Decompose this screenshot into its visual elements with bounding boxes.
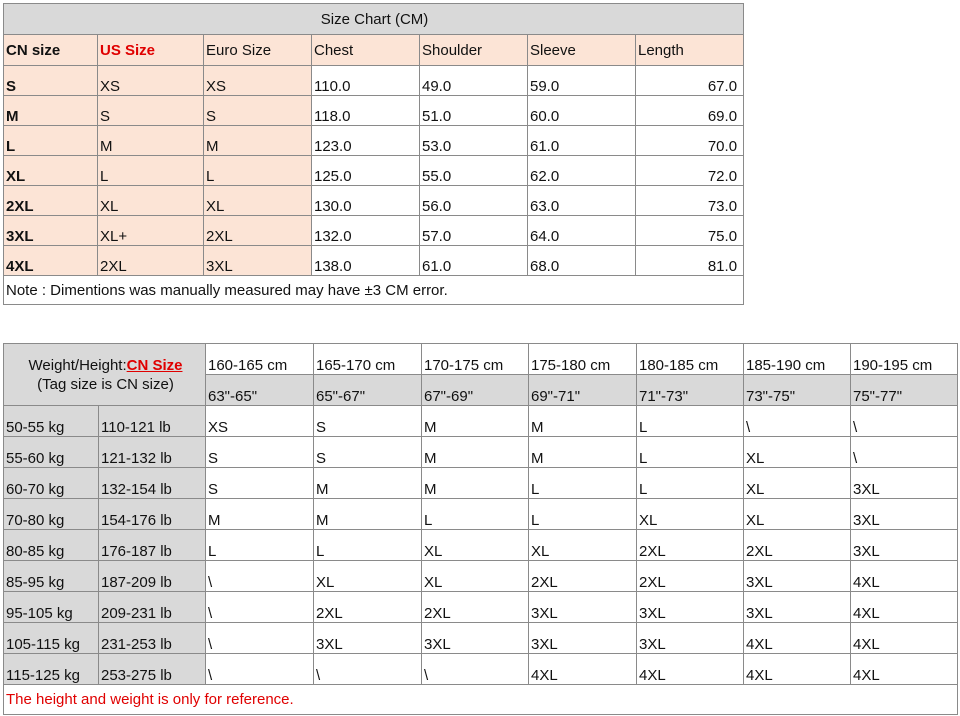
header-euro-size: Euro Size bbox=[204, 35, 312, 66]
recommended-size-cell: \ bbox=[314, 654, 422, 685]
size-chart-cell: 60.0 bbox=[528, 96, 636, 126]
height-inch-header: 63"-65" bbox=[206, 375, 314, 406]
recommended-size-cell: 2XL bbox=[637, 530, 744, 561]
size-chart-cell: 4XL bbox=[4, 246, 98, 276]
size-chart-cell: 63.0 bbox=[528, 186, 636, 216]
height-inch-header: 69"-71" bbox=[529, 375, 637, 406]
weight-row bbox=[4, 437, 958, 468]
header-chest: Chest bbox=[312, 35, 420, 66]
height-cm-header: 190-195 cm bbox=[851, 344, 958, 375]
size-chart-cell: 132.0 bbox=[312, 216, 420, 246]
size-chart-cell: 62.0 bbox=[528, 156, 636, 186]
recommended-size-cell: 2XL bbox=[314, 592, 422, 623]
corner-label-cn-size: CN Size bbox=[126, 356, 183, 374]
recommended-size-cell: \ bbox=[744, 406, 851, 437]
weight-lb-label: 187-209 lb bbox=[99, 561, 206, 592]
height-cm-header: 160-165 cm bbox=[206, 344, 314, 375]
weight-height-corner-label bbox=[4, 344, 206, 406]
recommended-size-cell: XL bbox=[422, 530, 529, 561]
size-chart-cell: 2XL bbox=[98, 246, 204, 276]
weight-row bbox=[4, 623, 958, 654]
recommended-size-cell: 3XL bbox=[422, 623, 529, 654]
height-cm-header: 170-175 cm bbox=[422, 344, 529, 375]
size-chart-cell: 59.0 bbox=[528, 66, 636, 96]
height-cm-header: 175-180 cm bbox=[529, 344, 637, 375]
recommended-size-cell: 3XL bbox=[851, 530, 958, 561]
weight-lb-label: 231-253 lb bbox=[99, 623, 206, 654]
size-chart-cell: 2XL bbox=[4, 186, 98, 216]
size-chart-cell: 61.0 bbox=[420, 246, 528, 276]
recommended-size-cell: M bbox=[314, 499, 422, 530]
size-chart-cell: 72.0 bbox=[636, 156, 744, 186]
recommended-size-cell: 4XL bbox=[851, 623, 958, 654]
recommended-size-cell: 4XL bbox=[744, 654, 851, 685]
size-chart-cell: 130.0 bbox=[312, 186, 420, 216]
recommended-size-cell: XL bbox=[744, 499, 851, 530]
weight-kg-label: 115-125 kg bbox=[4, 654, 99, 685]
size-chart-cell: 67.0 bbox=[636, 66, 744, 96]
recommended-size-cell: 3XL bbox=[637, 623, 744, 654]
recommended-size-cell: XL bbox=[529, 530, 637, 561]
corner-label-prefix: Weight/Height: bbox=[28, 356, 127, 374]
size-chart-cell: 73.0 bbox=[636, 186, 744, 216]
recommended-size-cell: 3XL bbox=[314, 623, 422, 654]
size-chart-cell: XL bbox=[204, 186, 312, 216]
recommended-size-cell: L bbox=[422, 499, 529, 530]
recommended-size-cell: L bbox=[206, 530, 314, 561]
recommended-size-cell: 3XL bbox=[744, 561, 851, 592]
size-chart-cell: 138.0 bbox=[312, 246, 420, 276]
size-chart-row bbox=[4, 186, 744, 216]
recommended-size-cell: 3XL bbox=[851, 468, 958, 499]
weight-row bbox=[4, 468, 958, 499]
recommended-size-cell: 3XL bbox=[744, 592, 851, 623]
recommended-size-cell: XL bbox=[744, 437, 851, 468]
recommended-size-cell: L bbox=[637, 468, 744, 499]
size-chart-cell: 55.0 bbox=[420, 156, 528, 186]
weight-row bbox=[4, 530, 958, 561]
size-chart-cell: 57.0 bbox=[420, 216, 528, 246]
weight-lb-label: 209-231 lb bbox=[99, 592, 206, 623]
size-chart-cell: M bbox=[204, 126, 312, 156]
recommended-size-cell: L bbox=[529, 468, 637, 499]
recommended-size-cell: 2XL bbox=[637, 561, 744, 592]
recommended-size-cell: S bbox=[314, 437, 422, 468]
size-chart-cell: 64.0 bbox=[528, 216, 636, 246]
recommended-size-cell: 2XL bbox=[422, 592, 529, 623]
recommended-size-cell: 3XL bbox=[637, 592, 744, 623]
weight-lb-label: 176-187 lb bbox=[99, 530, 206, 561]
weight-kg-label: 105-115 kg bbox=[4, 623, 99, 654]
size-chart-cell: 123.0 bbox=[312, 126, 420, 156]
size-chart-cell: XS bbox=[98, 66, 204, 96]
size-chart-cell: 118.0 bbox=[312, 96, 420, 126]
size-chart-cell: S bbox=[204, 96, 312, 126]
size-chart-cell: XL bbox=[98, 186, 204, 216]
size-chart-cell: XS bbox=[204, 66, 312, 96]
recommended-size-cell: L bbox=[637, 437, 744, 468]
height-cm-header: 185-190 cm bbox=[744, 344, 851, 375]
recommended-size-cell: L bbox=[529, 499, 637, 530]
height-cm-row bbox=[4, 344, 958, 375]
size-chart-title: Size Chart (CM) bbox=[4, 4, 744, 35]
recommended-size-cell: M bbox=[529, 406, 637, 437]
size-chart-row bbox=[4, 126, 744, 156]
weight-lb-label: 132-154 lb bbox=[99, 468, 206, 499]
size-chart-cell: M bbox=[98, 126, 204, 156]
recommended-size-cell: M bbox=[206, 499, 314, 530]
weight-row bbox=[4, 499, 958, 530]
weight-lb-label: 110-121 lb bbox=[99, 406, 206, 437]
height-inch-header: 67"-69" bbox=[422, 375, 529, 406]
recommended-size-cell: L bbox=[314, 530, 422, 561]
recommended-size-cell: 4XL bbox=[744, 623, 851, 654]
recommended-size-cell: 3XL bbox=[851, 499, 958, 530]
weight-row bbox=[4, 654, 958, 685]
size-chart-row bbox=[4, 96, 744, 126]
height-inch-header: 75"-77" bbox=[851, 375, 958, 406]
size-chart-cell: 2XL bbox=[204, 216, 312, 246]
recommended-size-cell: 4XL bbox=[851, 654, 958, 685]
weight-kg-label: 60-70 kg bbox=[4, 468, 99, 499]
recommended-size-cell: M bbox=[314, 468, 422, 499]
recommended-size-cell: M bbox=[422, 406, 529, 437]
recommended-size-cell: XL bbox=[637, 499, 744, 530]
recommended-size-cell: 3XL bbox=[529, 592, 637, 623]
size-chart-cell: L bbox=[204, 156, 312, 186]
size-chart-cell: 51.0 bbox=[420, 96, 528, 126]
height-cm-header: 165-170 cm bbox=[314, 344, 422, 375]
size-chart-header-row bbox=[4, 35, 744, 66]
size-chart-cell: 56.0 bbox=[420, 186, 528, 216]
header-shoulder: Shoulder bbox=[420, 35, 528, 66]
weight-row bbox=[4, 592, 958, 623]
recommended-size-cell: S bbox=[206, 468, 314, 499]
recommended-size-cell: 2XL bbox=[529, 561, 637, 592]
size-chart-cell: L bbox=[4, 126, 98, 156]
size-chart-cell: 125.0 bbox=[312, 156, 420, 186]
recommended-size-cell: M bbox=[422, 437, 529, 468]
recommended-size-cell: \ bbox=[422, 654, 529, 685]
header-cn-size: CN size bbox=[4, 35, 98, 66]
weight-row bbox=[4, 406, 958, 437]
size-chart-cell: 69.0 bbox=[636, 96, 744, 126]
recommended-size-cell: M bbox=[422, 468, 529, 499]
size-chart-row bbox=[4, 156, 744, 186]
recommended-size-cell: 4XL bbox=[851, 592, 958, 623]
size-chart-row bbox=[4, 246, 744, 276]
recommended-size-cell: 4XL bbox=[637, 654, 744, 685]
recommended-size-cell: XL bbox=[422, 561, 529, 592]
size-chart-cell: 110.0 bbox=[312, 66, 420, 96]
recommended-size-cell: L bbox=[637, 406, 744, 437]
recommended-size-cell: XS bbox=[206, 406, 314, 437]
size-chart-cell: 49.0 bbox=[420, 66, 528, 96]
weight-kg-label: 85-95 kg bbox=[4, 561, 99, 592]
weight-row bbox=[4, 561, 958, 592]
weight-kg-label: 55-60 kg bbox=[4, 437, 99, 468]
weight-lb-label: 121-132 lb bbox=[99, 437, 206, 468]
recommended-size-cell: M bbox=[529, 437, 637, 468]
weight-height-footer-note: The height and weight is only for reference. bbox=[4, 685, 958, 715]
header-us-size: US Size bbox=[98, 35, 204, 66]
recommended-size-cell: 4XL bbox=[529, 654, 637, 685]
size-chart-cell: 68.0 bbox=[528, 246, 636, 276]
size-chart-row bbox=[4, 66, 744, 96]
size-chart-cell: 70.0 bbox=[636, 126, 744, 156]
weight-lb-label: 154-176 lb bbox=[99, 499, 206, 530]
recommended-size-cell: \ bbox=[851, 437, 958, 468]
size-chart-cell: 53.0 bbox=[420, 126, 528, 156]
header-length: Length bbox=[636, 35, 744, 66]
size-chart-cell: 3XL bbox=[4, 216, 98, 246]
recommended-size-cell: XL bbox=[744, 468, 851, 499]
height-cm-header: 180-185 cm bbox=[637, 344, 744, 375]
recommended-size-cell: \ bbox=[206, 654, 314, 685]
size-chart-cell: XL+ bbox=[98, 216, 204, 246]
size-chart-row bbox=[4, 216, 744, 246]
recommended-size-cell: 4XL bbox=[851, 561, 958, 592]
weight-kg-label: 80-85 kg bbox=[4, 530, 99, 561]
recommended-size-cell: 3XL bbox=[529, 623, 637, 654]
size-chart-cell: 81.0 bbox=[636, 246, 744, 276]
height-inch-header: 73"-75" bbox=[744, 375, 851, 406]
recommended-size-cell: \ bbox=[851, 406, 958, 437]
corner-label-note: (Tag size is CN size) bbox=[37, 375, 174, 393]
recommended-size-cell: \ bbox=[206, 592, 314, 623]
size-chart-cell: S bbox=[4, 66, 98, 96]
recommended-size-cell: S bbox=[314, 406, 422, 437]
size-chart-table bbox=[3, 3, 744, 305]
weight-height-chart-table bbox=[3, 343, 958, 715]
size-chart-cell: XL bbox=[4, 156, 98, 186]
weight-kg-label: 50-55 kg bbox=[4, 406, 99, 437]
size-chart-cell: 61.0 bbox=[528, 126, 636, 156]
recommended-size-cell: S bbox=[206, 437, 314, 468]
recommended-size-cell: \ bbox=[206, 623, 314, 654]
size-chart-cell: 75.0 bbox=[636, 216, 744, 246]
height-inch-header: 71"-73" bbox=[637, 375, 744, 406]
header-sleeve: Sleeve bbox=[528, 35, 636, 66]
size-chart-cell: S bbox=[98, 96, 204, 126]
size-chart-cell: 3XL bbox=[204, 246, 312, 276]
recommended-size-cell: \ bbox=[206, 561, 314, 592]
size-chart-note: Note : Dimentions was manually measured may have ±3 CM error. bbox=[4, 276, 744, 305]
recommended-size-cell: 2XL bbox=[744, 530, 851, 561]
size-chart-cell: L bbox=[98, 156, 204, 186]
weight-kg-label: 70-80 kg bbox=[4, 499, 99, 530]
height-inch-header: 65"-67" bbox=[314, 375, 422, 406]
weight-kg-label: 95-105 kg bbox=[4, 592, 99, 623]
size-chart-cell: M bbox=[4, 96, 98, 126]
recommended-size-cell: XL bbox=[314, 561, 422, 592]
weight-lb-label: 253-275 lb bbox=[99, 654, 206, 685]
